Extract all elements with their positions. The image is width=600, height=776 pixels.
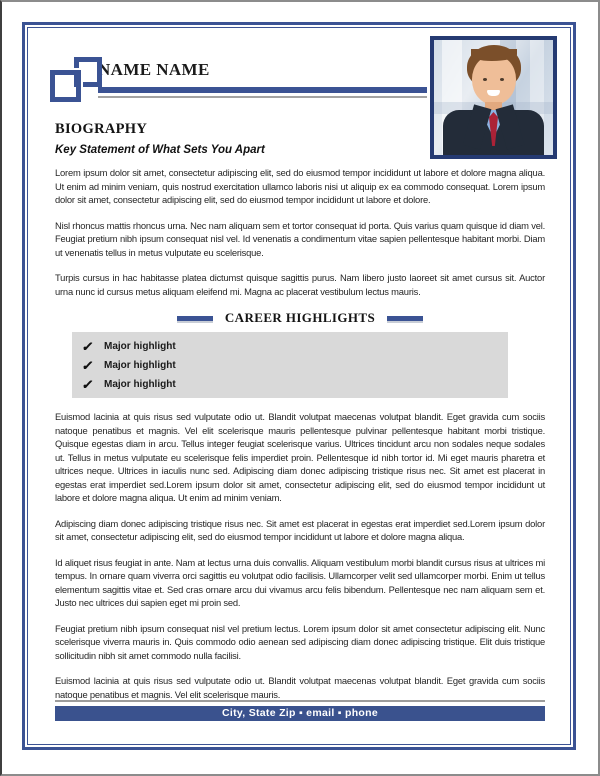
overlapping-squares-logo-icon (50, 57, 106, 105)
highlight-label: Major highlight (104, 379, 176, 390)
body-paragraph: Id aliquet risus feugiat in ante. Nam at lectus urna duis convallis. Aliquam vestibulum morbi blandit cursus risus at ultrices mi tempus. In ornare quam viverra orci sagittis eu volutpat odio facilisis. Ullamcorper velit sed ullamcorper morbi. Enim ut tellus elementum sagittis vitae et. Sed cras ornare arcu dui vivamus arcu felis bibendum. Pellentesque nec nam aliquam sem et. Justo nec ultrices dui sapien eget mi proin sed. (55, 556, 545, 608)
biography-heading: BIOGRAPHY (55, 121, 148, 137)
person-face (472, 55, 516, 105)
person-eye-left (483, 78, 487, 81)
name-title: NAME NAME (98, 60, 210, 79)
biography-paragraph: Nisl rhoncus mattis rhoncus urna. Nec nam aliquam sem et tortor consequat id porta. Quis varius quam quisque id diam vel. Feugiat pretium nibh ipsum consequat nisl vel. Id venenatis a condimentum vitae sapien pellentesque habitant morbi. Diam ut venenatis tellus in metus vulputate eu scelerisque. (55, 219, 545, 258)
career-highlights-box (72, 332, 508, 398)
career-highlights-left-bar (177, 316, 213, 321)
body-paragraph: Adipiscing diam donec adipiscing tristique risus nec. Sit amet est placerat in egestas erat imperdiet sed.Lorem ipsum dolor sit amet, consectetur adipiscing elit, sed do eiusmod tempor incididunt ut labore et dolore magna aliqua. (55, 517, 545, 542)
footer-contact-bar: City, State Zip ▪ email ▪ phone (55, 706, 545, 721)
body-paragraph: Euismod lacinia at quis risus sed vulputate odio ut. Blandit volutpat maecenas volutpat blandit. Eget gravida cum sociis natoque penatibus et magnis. Vel elit scelerisque mauris. (55, 675, 545, 700)
highlight-row (82, 356, 508, 375)
key-statement-subheading: Key Statement of What Sets You Apart (55, 144, 265, 156)
biography-paragraph: Turpis cursus in hac habitasse platea dictumst quisque sagittis purus. Nam libero justo laoreet sit amet cursus sit. Auctor urna nunc id cursus metus aliquam eleifend mi. Magna ac placerat vestibulum lectus mauris. (55, 272, 545, 297)
name-underline-accent (98, 87, 427, 93)
biography-paragraph: Lorem ipsum dolor sit amet, consectetur adipiscing elit, sed do eiusmod tempor incididunt ut labore et dolore magna aliqua. Ut enim ad minim veniam, quis nostrud exercitation ullamco laboris nisi ut aliquip ex ea commodo consequat. Lorem ipsum dolor sit amet, consectetur adipiscing elit, sed do eiusmod tempor incididunt ut labore et dolore. (55, 167, 545, 205)
highlight-row (82, 337, 508, 356)
career-highlights-title: CAREER HIGHLIGHTS (224, 310, 376, 325)
check-icon: ✓ (80, 376, 95, 392)
body-paragraph: Euismod lacinia at quis risus sed vulputate odio ut. Blandit volutpat maecenas volutpat blandit. Eget gravida cum sociis natoque penatibus et magnis. Vel elit scelerisque mauris pellentesque pulvinar pellentesque habitant morbi tristique. Quisque egestas diam in arcu. Tellus integer feugiat scelerisque varius. Ultrices tincidunt arcu non sodales neque sodales ut. Tellus in metus vulputate eu scelerisque felis imperdiet proin. Pellentesque id nibh tortor id. Mi eget mauris pharetra et ultrices neque. Ultrices in iaculis nunc sed. Adipiscing diam donec adipiscing tristique risus nec. Sit amet est placerat in egestas erat imperdiet sed.Lorem ipsum dolor sit amet, consectetur adipiscing elit, sed do eiusmod tempor incididunt ut labore et dolore magna aliqua. Ut enim ad minim veniam. (55, 411, 545, 503)
headshot-photo (430, 36, 557, 159)
check-icon: ✓ (80, 357, 95, 373)
career-highlights-header (55, 310, 545, 326)
document-body (55, 166, 545, 713)
footer-shadow-rule (55, 700, 545, 702)
person-eye-right (500, 78, 504, 81)
highlight-label: Major highlight (104, 360, 176, 371)
highlight-row (82, 375, 508, 394)
name-underline-shadow (98, 96, 427, 98)
logo-square-front (50, 70, 81, 102)
highlight-label: Major highlight (104, 341, 176, 352)
body-paragraph: Feugiat pretium nibh ipsum consequat nisl vel pretium lectus. Lorem ipsum dolor sit amet consectetur adipiscing elit. Nunc scelerisque viverra mauris in. Quis commodo odio aenean sed adipiscing diam donec adipiscing tristique. Elit duis tristique sollicitudin nibh sit amet commodo nulla facilisi. (55, 622, 545, 661)
career-highlights-right-bar (387, 316, 423, 321)
check-icon: ✓ (80, 338, 95, 354)
